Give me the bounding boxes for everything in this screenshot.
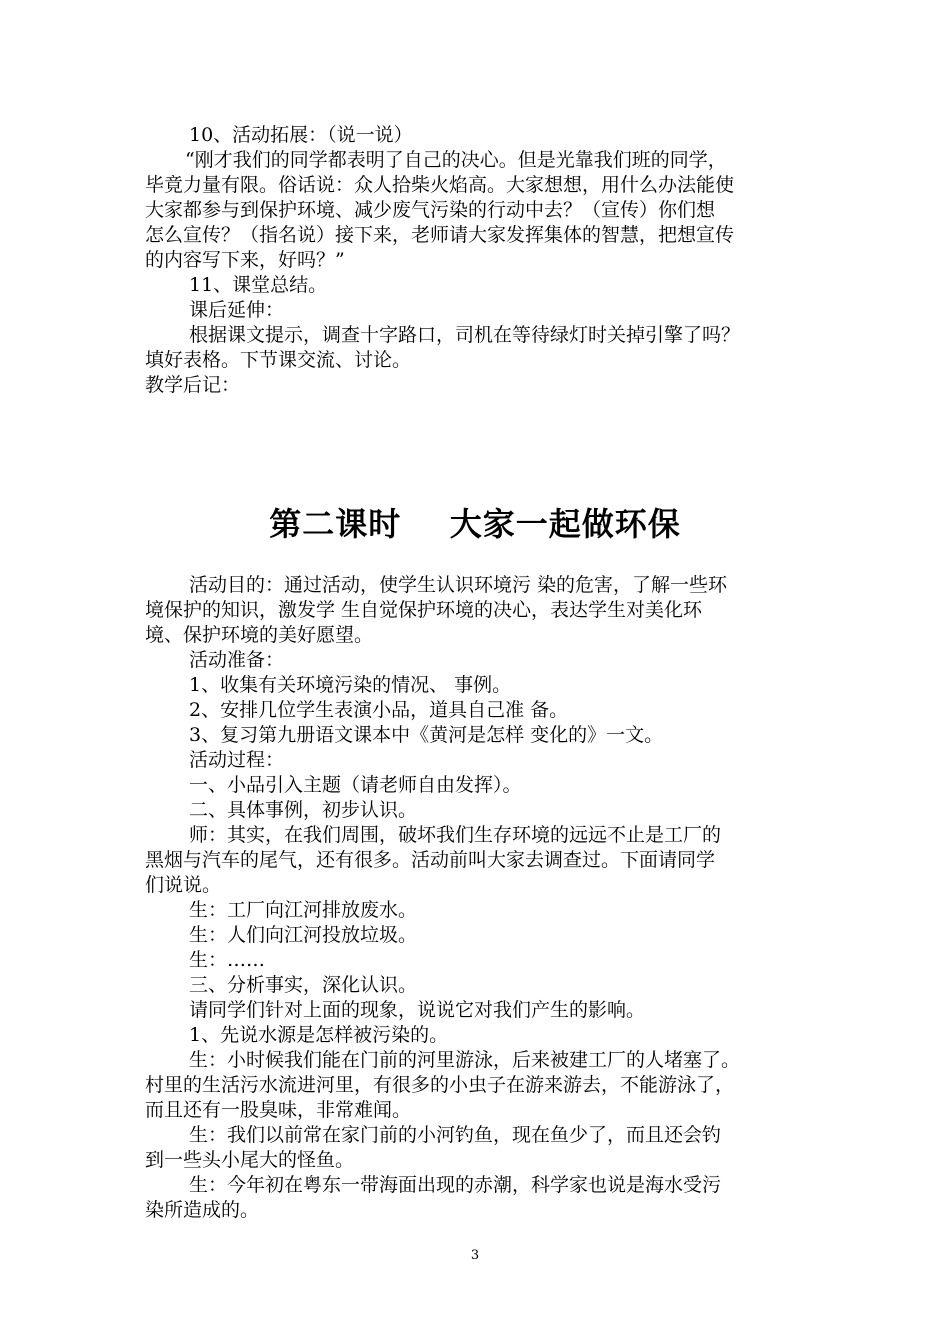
section-heading: 第二课时 大家一起做环保 [269, 505, 681, 543]
text-line: 生：我们以前常在家门前的小河钓鱼，现在鱼少了，而且还会钓 [189, 1124, 722, 1146]
text-line: 根据课文提示，调查十字路口，司机在等待绿灯时关掉引擎了吗？ [189, 324, 741, 346]
page-number: 3 [470, 1248, 480, 1263]
text-line: 一、小品引入主题（请老师自由发挥）。 [189, 774, 522, 796]
text-line: 境、保护环境的美好愿望。 [145, 624, 374, 646]
text-line: 活动过程： [189, 749, 285, 771]
text-line: 生：…… [189, 949, 266, 971]
text-line: 们说说。 [145, 874, 222, 896]
text-line: 生：小时候我们能在门前的河里游泳，后来被建工厂的人堵塞了。 [189, 1049, 741, 1071]
text-line: 的内容写下来，好吗？” [145, 249, 345, 271]
text-line: 课后延伸： [189, 299, 285, 321]
text-line: 填好表格。下节课交流、讨论。 [145, 349, 412, 371]
text-line: 10、活动拓展：（说一说） [189, 124, 413, 146]
text-line: 活动目的：通过活动，使学生认识环境污 染的危害，了解一些环 [189, 574, 728, 596]
text-line: 教学后记： [145, 374, 241, 396]
text-line: 染所造成的。 [145, 1199, 260, 1221]
text-line: 生：人们向江河投放垃圾。 [189, 924, 418, 946]
text-line: 11、课堂总结。 [189, 274, 328, 296]
text-line: 师：其实，在我们周围，破坏我们生存环境的远远不止是工厂的 [189, 824, 722, 846]
text-line: 三、分析事实，深化认识。 [189, 974, 418, 996]
text-line: 到一些头小尾大的怪鱼。 [145, 1149, 355, 1171]
text-line: 毕竟力量有限。俗话说：众人拾柴火焰高。大家想想，用什么办法能使 [145, 174, 735, 196]
text-line: 活动准备： [189, 649, 285, 671]
text-line: “刚才我们的同学都表明了自己的决心。但是光靠我们班的同学， [185, 149, 727, 171]
text-line: 1、先说水源是怎样被污染的。 [189, 1024, 449, 1046]
text-line: 生：今年初在粤东一带海面出现的赤潮，科学家也说是海水受污 [189, 1174, 722, 1196]
text-line: 黑烟与汽车的尾气，还有很多。活动前叫大家去调查过。下面请同学 [145, 849, 716, 871]
lesson-one-tail-section [145, 123, 815, 398]
text-line: 而且还有一股臭味，非常难闻。 [145, 1099, 412, 1121]
text-line: 3、复习第九册语文课本中《黄河是怎样 变化的》一文。 [189, 724, 664, 746]
text-line: 大家都参与到保护环境、减少废气污染的行动中去？（宣传）你们想 [145, 199, 716, 221]
text-line: 1、收集有关环境污染的情况、 事例。 [189, 674, 512, 696]
text-line: 村里的生活污水流进河里，有很多的小虫子在游来游去，不能游泳了， [145, 1074, 735, 1096]
text-line: 2、安排几位学生表演小品，道具自己准 备。 [189, 699, 569, 721]
text-line: 怎么宣传？（指名说）接下来，老师请大家发挥集体的智慧，把想宣传 [145, 224, 735, 246]
lesson-two-section [145, 573, 815, 1223]
text-line: 二、具体事例，初步认识。 [189, 799, 418, 821]
text-line: 生：工厂向江河排放废水。 [189, 899, 418, 921]
text-line: 境保护的知识，激发学 生自觉保护环境的决心，表达学生对美化环 [145, 599, 703, 621]
text-line: 请同学们针对上面的现象，说说它对我们产生的影响。 [189, 999, 646, 1021]
